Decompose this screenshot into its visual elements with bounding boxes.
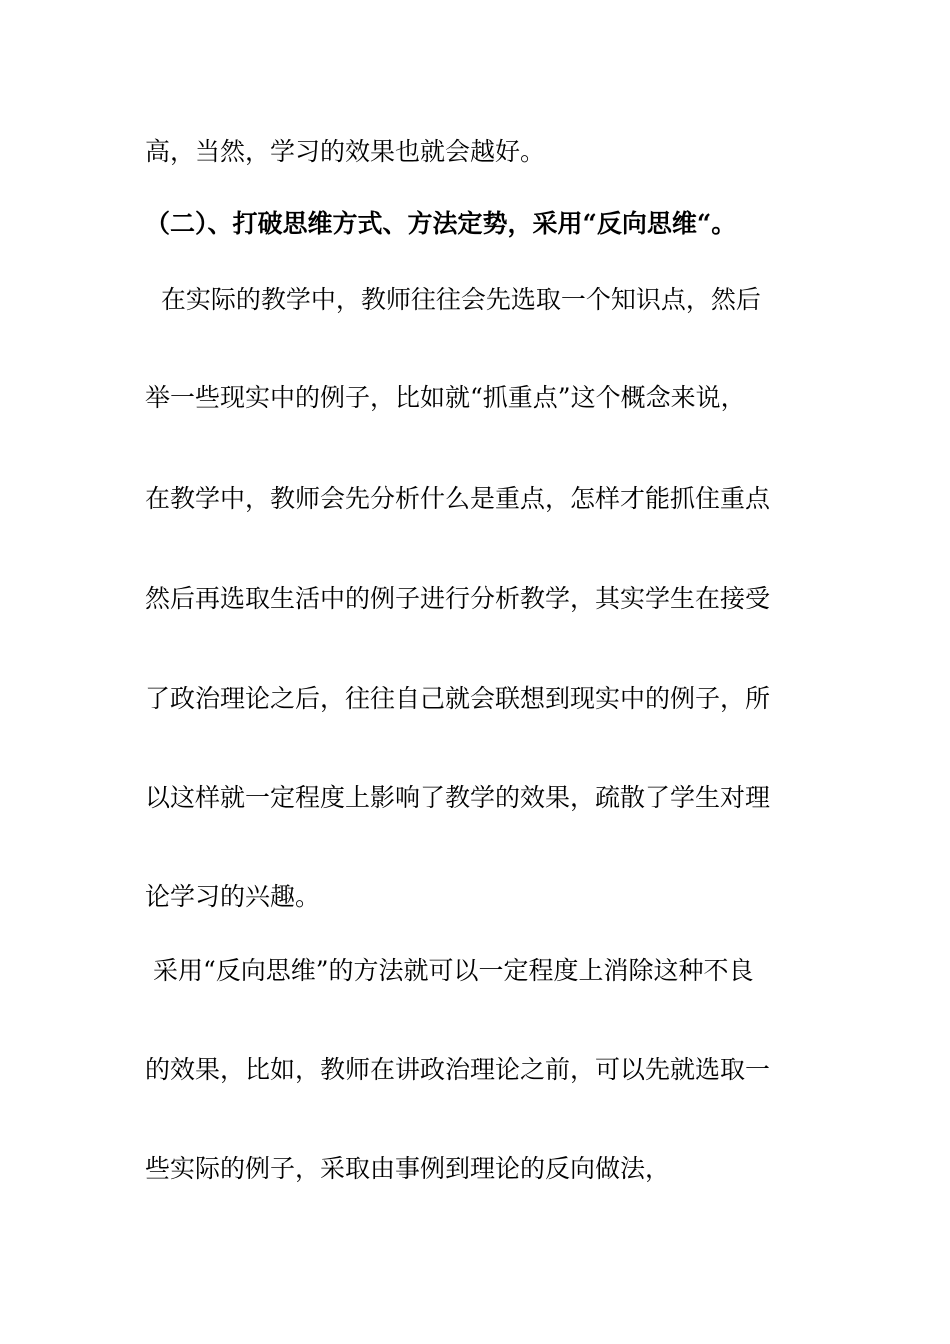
paragraph-line: 在实际的教学中，教师往往会先选取一个知识点，然后 — [145, 285, 761, 314]
paragraph-line: 些实际的例子，采取由事例到理论的反向做法， — [145, 1154, 671, 1183]
paragraph-line: 的效果，比如，教师在讲政治理论之前，可以先就选取一 — [145, 1055, 771, 1084]
paragraph-line: 在教学中，教师会先分析什么是重点，怎样才能抓住重点 — [145, 484, 771, 513]
paragraph-line: 举一些现实中的例子，比如就“抓重点”这个概念来说， — [145, 383, 746, 412]
paragraph-line: 然后再选取生活中的例子进行分析教学，其实学生在接受 — [145, 584, 771, 613]
section-heading: （二）、打破思维方式、方法定势，采用“反向思维“。 — [145, 209, 737, 238]
paragraph-line: 以这样就一定程度上影响了教学的效果，疏散了学生对理 — [145, 783, 771, 812]
paragraph-line: 论学习的兴趣。 — [145, 882, 321, 911]
paragraph-line: 高，当然，学习的效果也就会越好。 — [145, 137, 546, 166]
paragraph-line: 采用“反向思维”的方法就可以一定程度上消除这种不良 — [145, 956, 754, 985]
paragraph-line: 了政治理论之后，往往自己就会联想到现实中的例子，所 — [145, 684, 771, 713]
